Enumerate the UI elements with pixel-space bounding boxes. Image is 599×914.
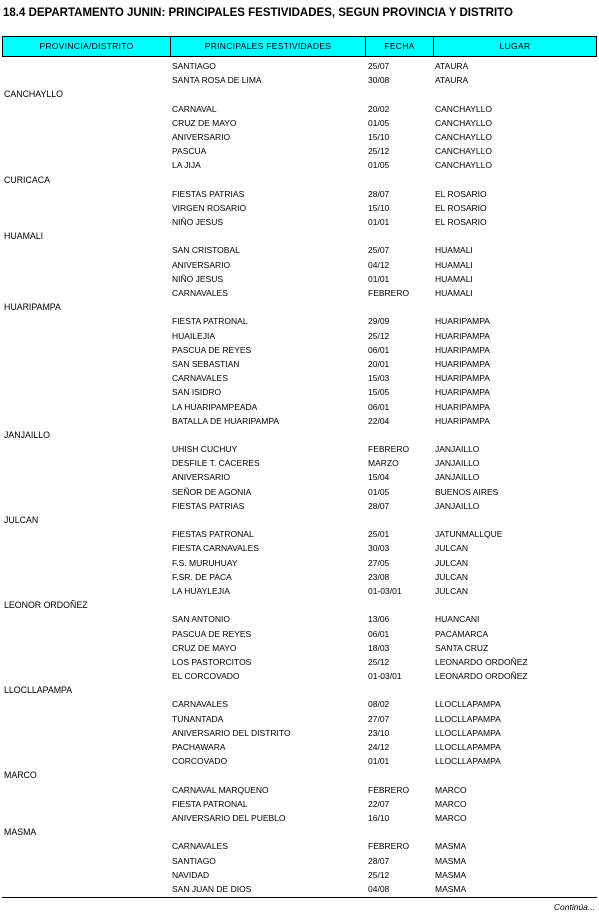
place-cell: LEONARDO ORDOÑEZ <box>435 656 528 667</box>
column-header-festividades: PRINCIPALES FESTIVIDADES <box>204 41 332 51</box>
date-cell: 06/01 <box>368 401 390 412</box>
festivity-cell: NIÑO JESUS <box>172 273 224 284</box>
festivity-cell: LA JIJA <box>172 160 201 171</box>
festivity-cell: SAN CRISTOBAL <box>172 245 240 256</box>
district-cell: HUARIPAMPA <box>4 302 61 313</box>
date-cell: 01/01 <box>368 273 390 284</box>
date-cell: FEBRERO <box>368 288 410 298</box>
table-row <box>0 669 599 683</box>
table-row <box>0 116 599 130</box>
date-cell: 25/12 <box>368 146 390 157</box>
place-cell: HUANCANI <box>435 614 480 625</box>
festivity-cell: SANTA ROSA DE LIMA <box>172 75 262 86</box>
table-bottom-rule <box>2 897 597 898</box>
date-cell: 25/12 <box>368 330 390 341</box>
festivity-cell: SAN JUAN DE DIOS <box>172 883 252 894</box>
table-row <box>0 343 599 357</box>
table-row <box>0 527 599 541</box>
continued-note: Continúa... <box>553 902 595 912</box>
festivity-cell: ANIVERSARIO <box>172 472 231 483</box>
table-row <box>0 215 599 229</box>
date-cell: FEBRERO <box>368 841 410 852</box>
date-cell: 01/05 <box>368 486 390 497</box>
place-cell: ATAURA <box>435 75 469 86</box>
festivity-cell: FIESTA CARNAVALES <box>172 543 259 554</box>
place-cell: HUARIPAMPA <box>435 387 490 398</box>
festivity-cell: PACHAWARA <box>172 742 226 752</box>
place-cell: JULCAN <box>435 585 469 596</box>
table-row <box>0 243 599 257</box>
table-row <box>0 541 599 555</box>
date-cell: 29/09 <box>368 316 390 327</box>
date-cell: 15/10 <box>368 131 390 142</box>
place-cell: CANCHAYLLO <box>435 160 492 171</box>
district-row <box>0 513 599 527</box>
table-header <box>2 36 597 57</box>
table-row <box>0 258 599 272</box>
place-cell: MASMA <box>435 869 467 880</box>
place-cell: HUARIPAMPA <box>435 316 490 327</box>
table-row <box>0 754 599 768</box>
column-header-lugar: LUGAR <box>499 41 531 51</box>
festivity-cell: NIÑO JESUS <box>172 217 224 228</box>
date-cell: 30/03 <box>368 543 390 554</box>
place-cell: JATUNMALLQUE <box>435 529 503 540</box>
festivity-cell: FIESTAS PATRONAL <box>172 529 254 540</box>
date-cell: 28/07 <box>368 855 390 866</box>
date-cell: 24/12 <box>368 742 390 752</box>
district-cell: MARCO <box>4 770 37 781</box>
district-cell: JANJAILLO <box>4 429 50 440</box>
district-row <box>0 300 599 314</box>
place-cell: EL ROSARIO <box>435 202 487 213</box>
place-cell: CANCHAYLLO <box>435 146 492 157</box>
place-cell: HUARIPAMPA <box>435 373 490 384</box>
date-cell: 18/03 <box>368 642 390 653</box>
table-row <box>0 357 599 371</box>
date-cell: 01-03/01 <box>368 671 402 682</box>
place-cell: LEONARDO ORDOÑEZ <box>435 671 528 682</box>
festivity-cell: LOS PASTORCITOS <box>172 656 252 667</box>
festivity-cell: CORCOVADO <box>172 756 228 767</box>
district-cell: LLOCLLAPAMPA <box>4 685 73 696</box>
district-row <box>0 87 599 101</box>
table-row <box>0 414 599 428</box>
festivity-cell: SANTIAGO <box>172 855 216 866</box>
festivity-cell: NAVIDAD <box>172 869 210 880</box>
district-row <box>0 173 599 187</box>
place-cell: HUAMALI <box>435 245 473 256</box>
festivity-cell: FIESTA PATRONAL <box>172 798 248 809</box>
date-cell: 22/04 <box>368 415 390 426</box>
date-cell: 15/05 <box>368 387 390 398</box>
table-row <box>0 797 599 811</box>
district-cell: LEONOR ORDOÑEZ <box>4 600 88 611</box>
place-cell: EL ROSARIO <box>435 217 487 228</box>
festivity-cell: SAN SEBASTIAN <box>172 358 240 369</box>
festivity-cell: PASCUA DE REYES <box>172 628 252 639</box>
place-cell: SANTA CRUZ <box>435 642 489 653</box>
table-body <box>0 59 599 896</box>
festivity-cell: FIESTAS PATRIAS <box>172 188 245 199</box>
table-row <box>0 456 599 470</box>
date-cell: 27/05 <box>368 557 390 568</box>
date-cell: 08/02 <box>368 699 390 710</box>
table-row <box>0 201 599 215</box>
date-cell: 13/06 <box>368 614 390 625</box>
place-cell: JULCAN <box>435 543 469 554</box>
date-cell: 23/08 <box>368 571 390 582</box>
place-cell: MARCO <box>435 812 467 823</box>
table-row <box>0 442 599 456</box>
date-cell: 15/04 <box>368 472 390 483</box>
district-cell: CURICACA <box>4 174 50 185</box>
place-cell: MARCO <box>435 798 467 809</box>
table-row <box>0 740 599 754</box>
district-cell: MASMA <box>4 827 37 838</box>
table-row <box>0 400 599 414</box>
place-cell: HUAMALI <box>435 273 473 284</box>
district-cell: CANCHAYLLO <box>4 89 63 100</box>
date-cell: 06/01 <box>368 628 390 639</box>
table-row <box>0 697 599 711</box>
table-row <box>0 499 599 513</box>
date-cell: 04/12 <box>368 259 390 270</box>
table-row <box>0 726 599 740</box>
table-row <box>0 286 599 300</box>
festivity-cell: TUNANTADA <box>172 713 224 724</box>
festivity-cell: HUAILEJIA <box>172 330 215 341</box>
district-row <box>0 683 599 697</box>
date-cell: 20/01 <box>368 358 390 369</box>
district-row <box>0 768 599 782</box>
festivity-cell: CARNAVALES <box>172 841 228 852</box>
place-cell: JANJAILLO <box>435 500 480 511</box>
district-row <box>0 428 599 442</box>
place-cell: MARCO <box>435 784 467 795</box>
table-row <box>0 556 599 570</box>
date-cell: FEBRERO <box>368 444 410 455</box>
table-row <box>0 783 599 797</box>
table-row <box>0 627 599 641</box>
district-row <box>0 229 599 243</box>
table-row <box>0 612 599 626</box>
table-row <box>0 485 599 499</box>
place-cell: JANJAILLO <box>435 458 480 469</box>
table-row <box>0 641 599 655</box>
table-row <box>0 655 599 669</box>
festivity-cell: CARNAVALES <box>172 373 228 384</box>
festivity-cell: F.S. MURUHUAY <box>172 557 238 568</box>
district-row <box>0 598 599 612</box>
date-cell: 01/05 <box>368 117 390 128</box>
table-row <box>0 839 599 853</box>
place-cell: MASMA <box>435 883 467 894</box>
table-row <box>0 470 599 484</box>
place-cell: HUARIPAMPA <box>435 415 490 426</box>
date-cell: 16/10 <box>368 812 390 823</box>
date-cell: 25/12 <box>368 869 390 880</box>
table-row <box>0 811 599 825</box>
place-cell: MASMA <box>435 855 467 866</box>
table-row <box>0 570 599 584</box>
place-cell: HUAMALI <box>435 259 473 270</box>
festivity-cell: ANIVERSARIO <box>172 131 231 142</box>
table-row <box>0 130 599 144</box>
place-cell: ATAURA <box>435 61 469 71</box>
date-cell: 06/01 <box>368 344 390 355</box>
place-cell: HUARIPAMPA <box>435 358 490 369</box>
table-row <box>0 712 599 726</box>
date-cell: 01-03/01 <box>368 585 402 596</box>
date-cell: 01/01 <box>368 217 390 228</box>
festivity-cell: FIESTA PATRONAL <box>172 316 248 327</box>
table-row <box>0 187 599 201</box>
table-row <box>0 854 599 868</box>
festivity-cell: PASCUA DE REYES <box>172 344 252 355</box>
place-cell: LLOCLLAPAMPA <box>435 756 501 767</box>
place-cell: CANCHAYLLO <box>435 131 492 142</box>
festivity-cell: ANIVERSARIO DEL DISTRITO <box>172 727 291 738</box>
column-header-fecha: FECHA <box>384 41 415 51</box>
date-cell: 30/08 <box>368 75 390 86</box>
table-row <box>0 868 599 882</box>
table-row <box>0 584 599 598</box>
district-row <box>0 825 599 839</box>
date-cell: 23/10 <box>368 727 390 738</box>
table-row <box>0 329 599 343</box>
table-row <box>0 371 599 385</box>
page-title: 18.4 DEPARTAMENTO JUNIN: PRINCIPALES FESTIVIDADES, SEGUN PROVINCIA Y DISTRITO <box>3 7 513 19</box>
festivity-cell: FIESTAS PATRIAS <box>172 500 245 511</box>
date-cell: 25/07 <box>368 61 390 71</box>
place-cell: JULCAN <box>435 557 469 568</box>
festivity-cell: LA HUARIPAMPEADA <box>172 401 258 412</box>
festivity-cell: BATALLA DE HUARIPAMPA <box>172 415 280 426</box>
date-cell: 28/07 <box>368 500 390 511</box>
table-row <box>0 144 599 158</box>
festivity-cell: DESFILE T. CACERES <box>172 458 260 469</box>
festivity-cell: CARNAVAL MARQUENO <box>172 784 269 795</box>
place-cell: CANCHAYLLO <box>435 103 492 114</box>
festivity-cell: EL CORCOVADO <box>172 671 240 682</box>
place-cell: EL ROSARIO <box>435 188 487 199</box>
festivity-cell: CARNAVAL <box>172 103 217 114</box>
place-cell: JANJAILLO <box>435 444 480 455</box>
festivity-cell: SEÑOR DE AGONIA <box>172 486 252 497</box>
festivity-cell: CRUZ DE MAYO <box>172 117 237 128</box>
place-cell: LLOCLLAPAMPA <box>435 713 501 724</box>
date-cell: 20/02 <box>368 103 390 114</box>
district-cell: HUAMALI <box>4 231 44 242</box>
festivity-cell: PASCUA <box>172 146 207 157</box>
date-cell: FEBRERO <box>368 784 410 795</box>
table-row <box>0 158 599 172</box>
place-cell: LLOCLLAPAMPA <box>435 699 501 710</box>
place-cell: BUENOS AIRES <box>435 486 499 497</box>
place-cell: HUARIPAMPA <box>435 401 490 412</box>
table-row <box>0 385 599 399</box>
festivity-cell: CARNAVALES <box>172 699 228 710</box>
place-cell: JANJAILLO <box>435 472 480 483</box>
festivity-cell: SANTIAGO <box>172 61 216 71</box>
place-cell: HUARIPAMPA <box>435 330 490 341</box>
place-cell: CANCHAYLLO <box>435 117 492 128</box>
place-cell: PACAMARCA <box>435 628 489 639</box>
date-cell: 25/07 <box>368 245 390 256</box>
date-cell: 27/07 <box>368 713 390 724</box>
date-cell: 25/12 <box>368 656 390 667</box>
date-cell: 04/08 <box>368 883 390 894</box>
place-cell: LLOCLLAPAMPA <box>435 727 501 738</box>
table-row <box>0 59 599 73</box>
date-cell: 22/07 <box>368 798 390 809</box>
date-cell: 28/07 <box>368 188 390 199</box>
festivity-cell: CARNAVALES <box>172 288 228 298</box>
date-cell: 01/01 <box>368 756 390 767</box>
date-cell: 25/01 <box>368 529 390 540</box>
festivity-cell: UHISH CUCHUY <box>172 444 238 455</box>
table-row <box>0 73 599 87</box>
festivity-cell: VIRGEN ROSARIO <box>172 202 247 213</box>
festivity-cell: F.SR. DE PACA <box>172 571 232 582</box>
festivity-cell: ANIVERSARIO DEL PUEBLO <box>172 812 286 823</box>
district-cell: JULCAN <box>4 515 39 525</box>
festivity-cell: LA HUAYLEJIA <box>172 585 230 596</box>
place-cell: JULCAN <box>435 571 469 582</box>
place-cell: MASMA <box>435 841 467 852</box>
festivity-cell: ANIVERSARIO <box>172 259 231 270</box>
date-cell: 15/10 <box>368 202 390 213</box>
table-row <box>0 272 599 286</box>
table-row <box>0 882 599 896</box>
festivity-cell: SAN ISIDRO <box>172 387 222 398</box>
table-row <box>0 102 599 116</box>
place-cell: HUAMALI <box>435 288 473 298</box>
date-cell: 01/05 <box>368 160 390 171</box>
table-row <box>0 314 599 328</box>
place-cell: HUARIPAMPA <box>435 344 490 355</box>
date-cell: 15/03 <box>368 373 390 384</box>
date-cell: MARZO <box>368 458 399 469</box>
column-header-provincia: PROVINCIA/DISTRITO <box>39 41 134 51</box>
festivity-cell: CRUZ DE MAYO <box>172 642 237 653</box>
place-cell: LLOCLLAPAMPA <box>435 742 501 752</box>
festivity-cell: SAN ANTONIO <box>172 614 230 625</box>
